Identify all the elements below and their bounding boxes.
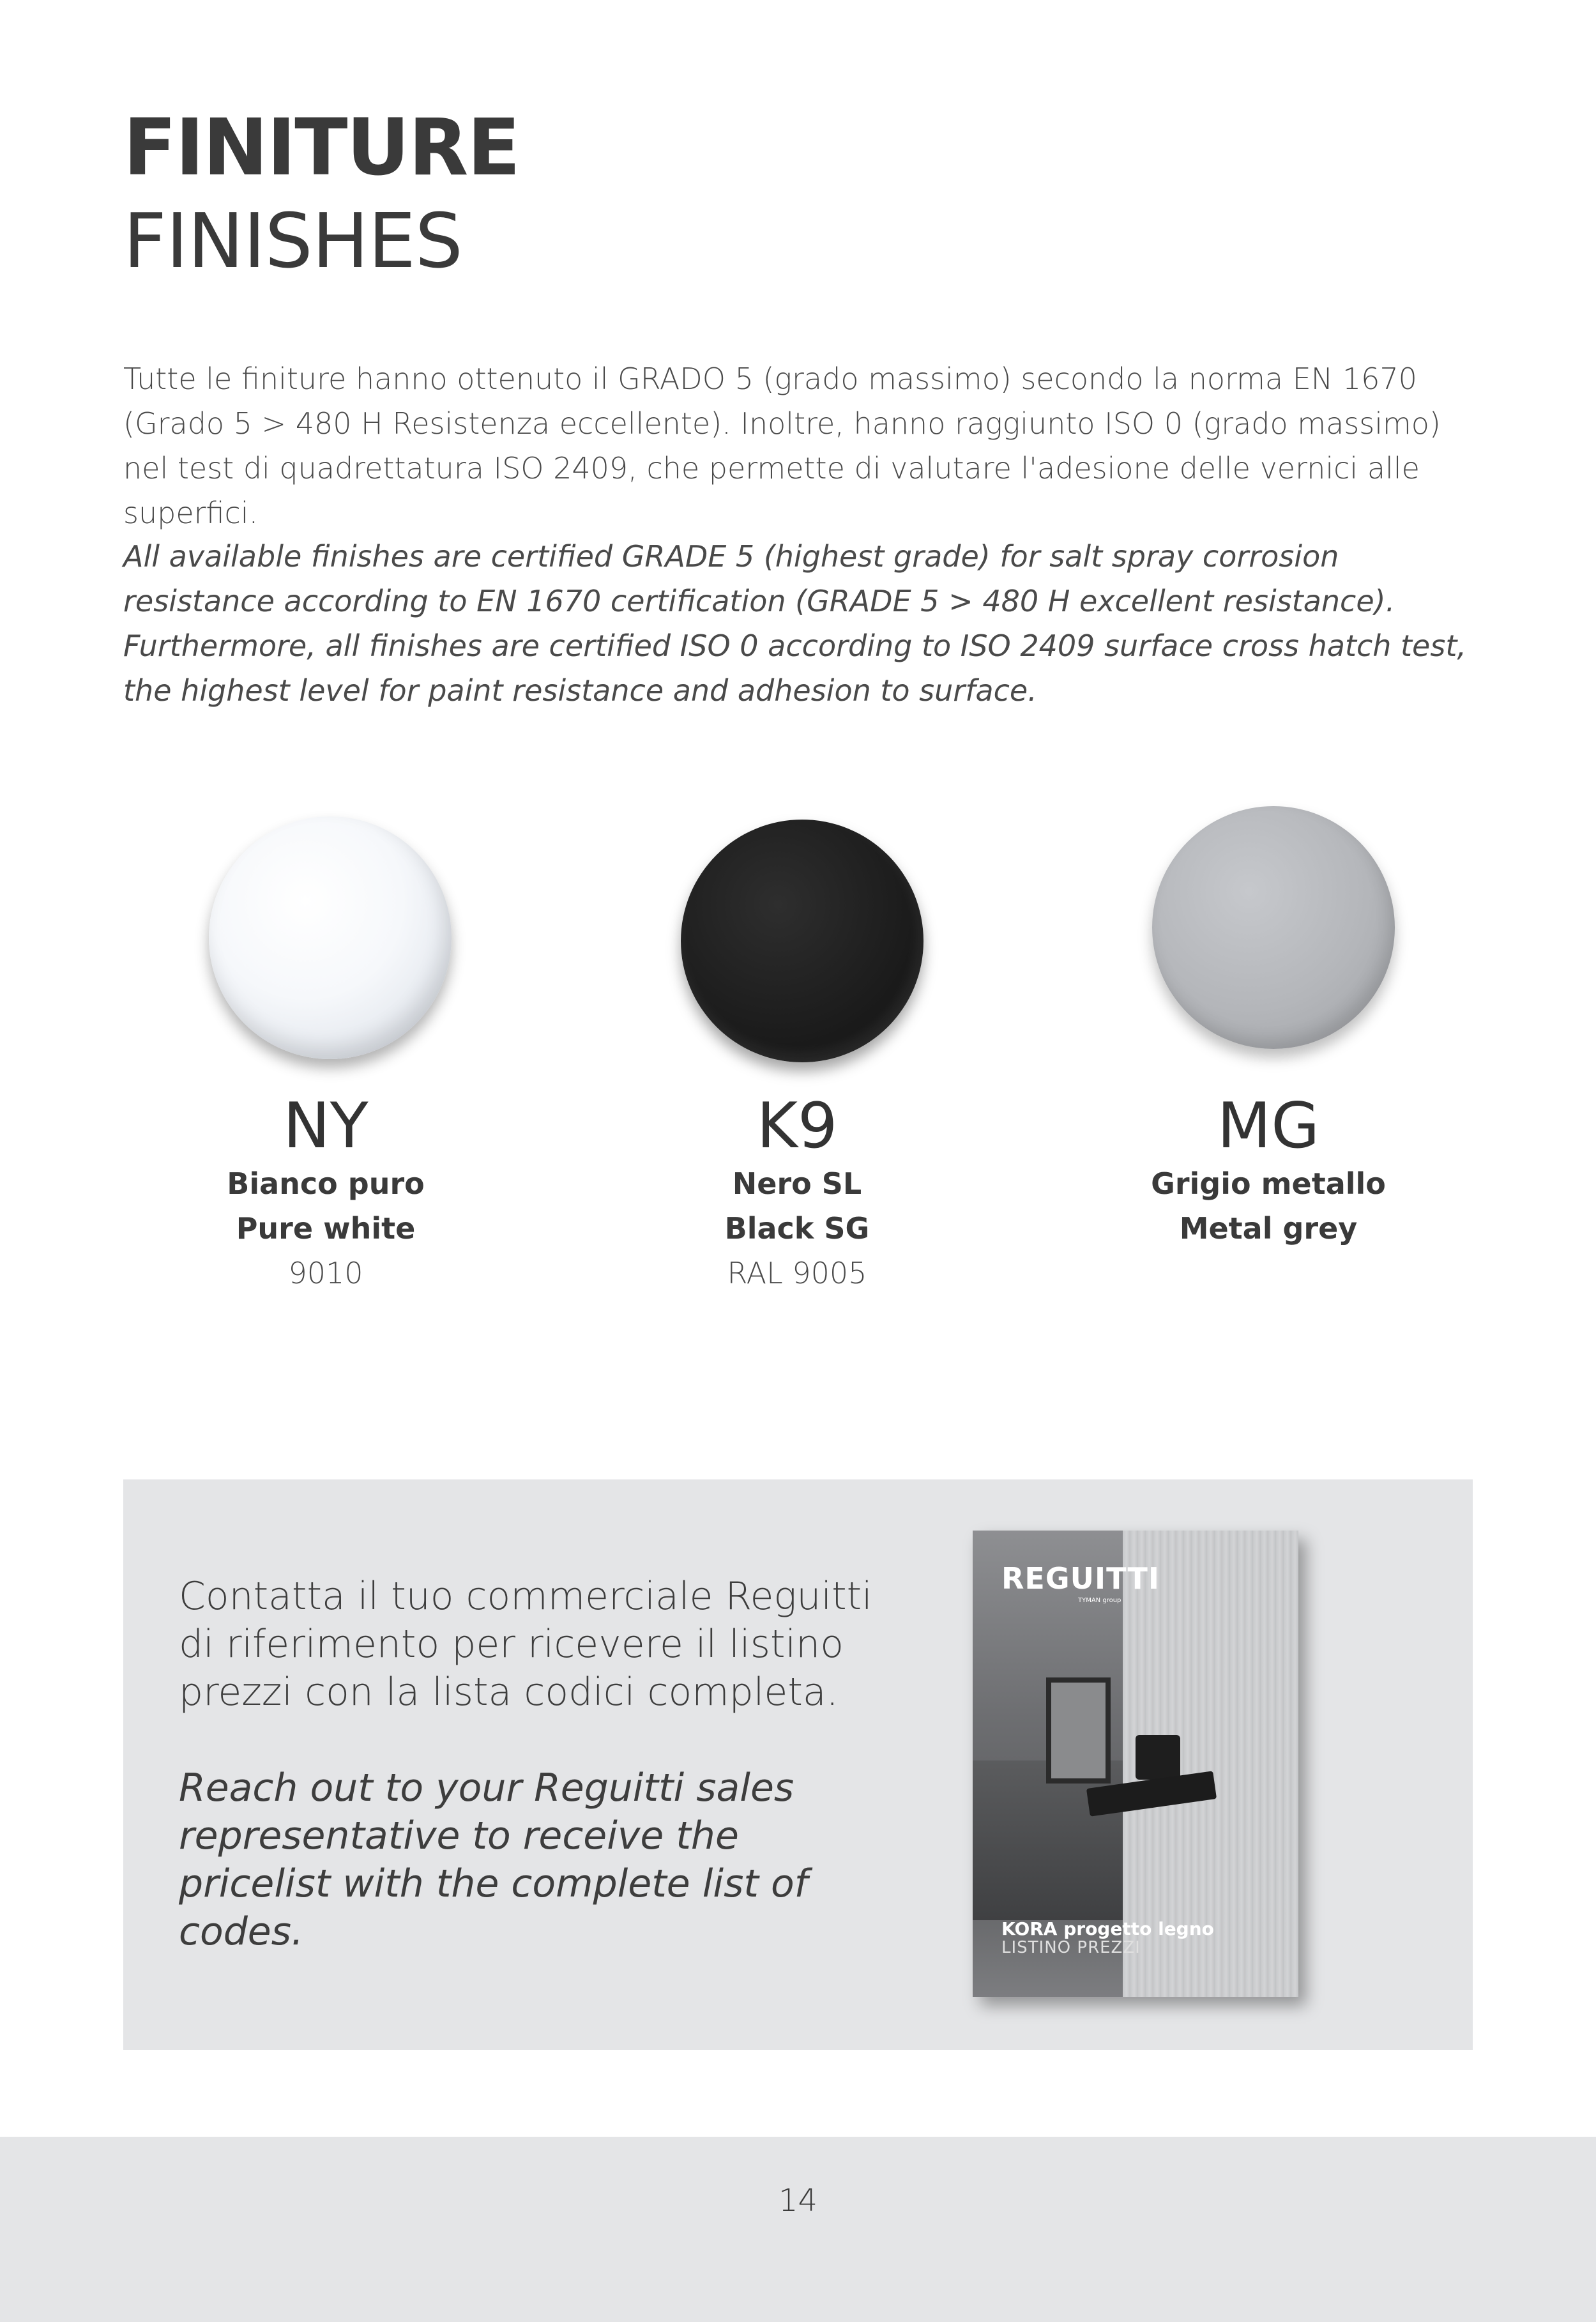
finish-swatch-mg <box>1152 806 1395 1049</box>
intro-paragraph-english: All available finishes are certified GRADE 5 (highest grade) for salt spray corrosion resistance according to EN 1670 certification (GRADE 5 > 480 H excellent resistance). Furthermore, all finishes are certified ISO 0 according to ISO 2409 surface cross hatch test, the highest level for paint resistance and adhesion to surface. <box>123 539 1466 708</box>
finish-swatch-ny <box>209 816 452 1059</box>
finish-code: K9 <box>756 1090 838 1163</box>
finish-card-k9 <box>605 1091 989 1295</box>
page-footer <box>0 2137 1596 2322</box>
promo-text-english: Reach out to your Reguitti sales representative to receive the pricelist with the complete list of codes. <box>179 1766 808 1954</box>
finish-name-italian: Bianco puro <box>227 1166 425 1201</box>
page-title-english: FINISHES <box>123 197 462 285</box>
cover-shelf-graphic <box>973 1761 1123 1920</box>
cover-product-title: KORA progetto legno <box>1001 1918 1214 1939</box>
finish-code: MG <box>1217 1090 1320 1163</box>
pricelist-cover-image <box>973 1531 1298 1997</box>
brand-logo-subtitle: TYMAN group <box>1078 1597 1121 1604</box>
finish-swatch-k9 <box>681 820 923 1062</box>
finish-name-english: Metal grey <box>1179 1211 1358 1246</box>
promo-text-italian: Contatta il tuo commerciale Reguitti di riferimento per ricevere il listino prezzi con la lista codici completa. <box>179 1574 872 1715</box>
finish-name-italian: Grigio metallo <box>1151 1166 1386 1201</box>
finish-name-italian: Nero SL <box>732 1166 862 1201</box>
page-title-italian: FINITURE <box>123 102 519 193</box>
finish-card-mg <box>1077 1091 1460 1251</box>
cover-product-subtitle: LISTINO PREZZI <box>1001 1938 1141 1957</box>
brand-logo: REGUITTI <box>1001 1561 1160 1596</box>
pricelist-promo-box <box>123 1479 1473 2050</box>
finish-ral: 9010 <box>288 1256 363 1290</box>
cover-frame-graphic <box>1046 1677 1111 1784</box>
finish-card-ny <box>134 1091 517 1295</box>
finish-name-english: Black SG <box>724 1211 870 1246</box>
finish-code: NY <box>283 1090 369 1163</box>
intro-paragraph-italian: Tutte le finiture hanno ottenuto il GRADO 5 (grado massimo) secondo la norma EN 1670 (Grado 5 > 480 H Resistenza eccellente). Inoltre, hanno raggiunto ISO 0 (grado massimo) nel test di quadrettatura ISO 2409, che permette di valutare l'adesione delle vernici alle superfici. <box>123 362 1441 530</box>
door-handle-rose-icon <box>1136 1735 1180 1780</box>
finish-name-english: Pure white <box>236 1211 416 1246</box>
finish-ral: RAL 9005 <box>727 1256 867 1290</box>
page-number: 14 <box>778 2183 818 2219</box>
